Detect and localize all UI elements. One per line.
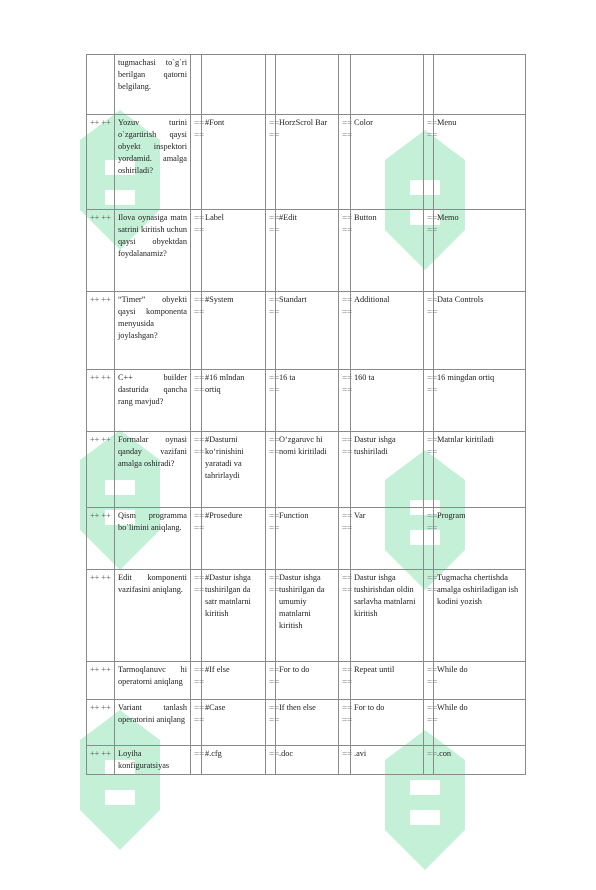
option-4: Tugmacha chertishda amalga oshiriladigan ish kodini yozish: [434, 570, 526, 662]
question-text: C++ builder dasturida qancha rang mavjud?: [115, 370, 191, 432]
row-mark: ++ ++: [87, 662, 115, 700]
table-row: [87, 115, 526, 210]
table-row: [87, 210, 526, 292]
option-1: #System: [202, 292, 266, 370]
row-mark: ++ ++: [87, 210, 115, 292]
option-1: #If else: [202, 662, 266, 700]
separator: == ==: [339, 570, 351, 662]
option-4: Data Controls: [434, 292, 526, 370]
option-4: 16 mingdan ortiq: [434, 370, 526, 432]
separator: ==: [191, 746, 202, 775]
option-1: #.cfg: [202, 746, 266, 775]
question-text: Yozuv turini o`zgartirish qaysi obyekt inspektori yordamid. amalga oshiriladi?: [115, 115, 191, 210]
separator: == ==: [339, 508, 351, 570]
separator: == ==: [266, 370, 276, 432]
separator: == ==: [339, 662, 351, 700]
separator: == ==: [191, 662, 202, 700]
option-2: If then else: [276, 700, 339, 746]
separator: == ==: [339, 115, 351, 210]
option-2: 16 ta: [276, 370, 339, 432]
option-2: Standart: [276, 292, 339, 370]
question-text: Loyiha konfiguratsiyas: [115, 746, 191, 775]
row-mark: ++ ++: [87, 292, 115, 370]
row-mark: ++ ++: [87, 746, 115, 775]
option-4: While do: [434, 700, 526, 746]
option-2: O‘zgaruvc hi nomi kiritiladi: [276, 432, 339, 508]
separator: == ==: [266, 662, 276, 700]
separator: == ==: [424, 115, 434, 210]
row-mark: ++ ++: [87, 508, 115, 570]
option-4: Menu: [434, 115, 526, 210]
option-2: For to do: [276, 662, 339, 700]
option-3: Var: [351, 508, 424, 570]
option-3: Dastur ishga tushirishdan oldin sarlavha matnlarni kiritish: [351, 570, 424, 662]
separator: == ==: [266, 570, 276, 662]
option-3: For to do: [351, 700, 424, 746]
separator: == ==: [424, 292, 434, 370]
separator: == ==: [266, 700, 276, 746]
option-2: HorzScrol Bar: [276, 115, 339, 210]
row-mark: [87, 55, 115, 115]
option-3: Repeat until: [351, 662, 424, 700]
separator: == ==: [424, 662, 434, 700]
separator: == ==: [266, 292, 276, 370]
separator: == ==: [339, 432, 351, 508]
option-1: [202, 55, 266, 115]
option-3: Dastur ishga tushiriladi: [351, 432, 424, 508]
separator: == ==: [266, 210, 276, 292]
option-1: #16 mlndan ortiq: [202, 370, 266, 432]
option-3: [351, 55, 424, 115]
question-text: Formalar oynasi qanday vazifani amalga oshiradi?: [115, 432, 191, 508]
row-mark: ++ ++: [87, 570, 115, 662]
table-row: [87, 570, 526, 662]
separator: == ==: [339, 210, 351, 292]
option-2: .doc: [276, 746, 339, 775]
option-3: .avi: [351, 746, 424, 775]
table-row: [87, 55, 526, 115]
option-2: [276, 55, 339, 115]
table-row: [87, 370, 526, 432]
option-2: #Edit: [276, 210, 339, 292]
separator: == ==: [424, 570, 434, 662]
separator: == ==: [424, 210, 434, 292]
separator: == ==: [266, 432, 276, 508]
question-text: Qism programma bo`limini aniqlang.: [115, 508, 191, 570]
separator: == ==: [191, 370, 202, 432]
option-1: #Prosedure: [202, 508, 266, 570]
separator: == ==: [191, 210, 202, 292]
table-row: [87, 292, 526, 370]
table-row: [87, 508, 526, 570]
option-4: While do: [434, 662, 526, 700]
separator: == ==: [339, 292, 351, 370]
separator: ==: [266, 746, 276, 775]
separator: == ==: [191, 432, 202, 508]
question-text: “Timer” obyekti qaysi komponenta menyusida joylashgan?: [115, 292, 191, 370]
question-text: Ilova oynasiga matn satrini kiritish uchun qaysi obyektdan foydalanamiz?: [115, 210, 191, 292]
separator: [339, 55, 351, 115]
option-3: Color: [351, 115, 424, 210]
separator: == ==: [191, 115, 202, 210]
option-4: Matnlar kiritiladi: [434, 432, 526, 508]
separator: == ==: [191, 292, 202, 370]
option-1: #Dastur ishga tushirilgan da satr matnlarni kiritish: [202, 570, 266, 662]
option-3: Additional: [351, 292, 424, 370]
separator: == ==: [191, 700, 202, 746]
separator: == ==: [339, 700, 351, 746]
question-text: Edit komponenti vazifasini aniqlang.: [115, 570, 191, 662]
separator: [266, 55, 276, 115]
questions-table: [86, 54, 526, 775]
option-1: #Font: [202, 115, 266, 210]
option-1: #Dasturni ko‘rinishini yaratadi va tahrirlaydi: [202, 432, 266, 508]
option-4: .con: [434, 746, 526, 775]
row-mark: ++ ++: [87, 700, 115, 746]
separator: == ==: [191, 570, 202, 662]
option-3: Button: [351, 210, 424, 292]
option-2: Function: [276, 508, 339, 570]
table-row: [87, 432, 526, 508]
row-mark: ++ ++: [87, 432, 115, 508]
separator: == ==: [266, 508, 276, 570]
option-4: Memo: [434, 210, 526, 292]
separator: ==: [424, 746, 434, 775]
row-mark: ++ ++: [87, 370, 115, 432]
question-text: Variant tanlash operatorini aniqlang: [115, 700, 191, 746]
separator: == ==: [424, 508, 434, 570]
table-row: [87, 662, 526, 700]
option-4: [434, 55, 526, 115]
separator: [424, 55, 434, 115]
table-row: [87, 746, 526, 775]
question-text: Tarmoqlanuvc hi operatorni aniqlang: [115, 662, 191, 700]
table-row: [87, 700, 526, 746]
row-mark: ++ ++: [87, 115, 115, 210]
option-1: Label: [202, 210, 266, 292]
separator: ==: [339, 746, 351, 775]
separator: [191, 55, 202, 115]
option-4: Program: [434, 508, 526, 570]
separator: == ==: [191, 508, 202, 570]
separator: == ==: [266, 115, 276, 210]
question-text: tugmachasi to`g`ri berilgan qatorni belgilang.: [115, 55, 191, 115]
option-3: 160 ta: [351, 370, 424, 432]
separator: == ==: [424, 432, 434, 508]
option-1: #Case: [202, 700, 266, 746]
separator: == ==: [339, 370, 351, 432]
separator: == ==: [424, 700, 434, 746]
option-2: Dastur ishga tushirilgan da umumiy matnlarni kiritish: [276, 570, 339, 662]
separator: == ==: [424, 370, 434, 432]
